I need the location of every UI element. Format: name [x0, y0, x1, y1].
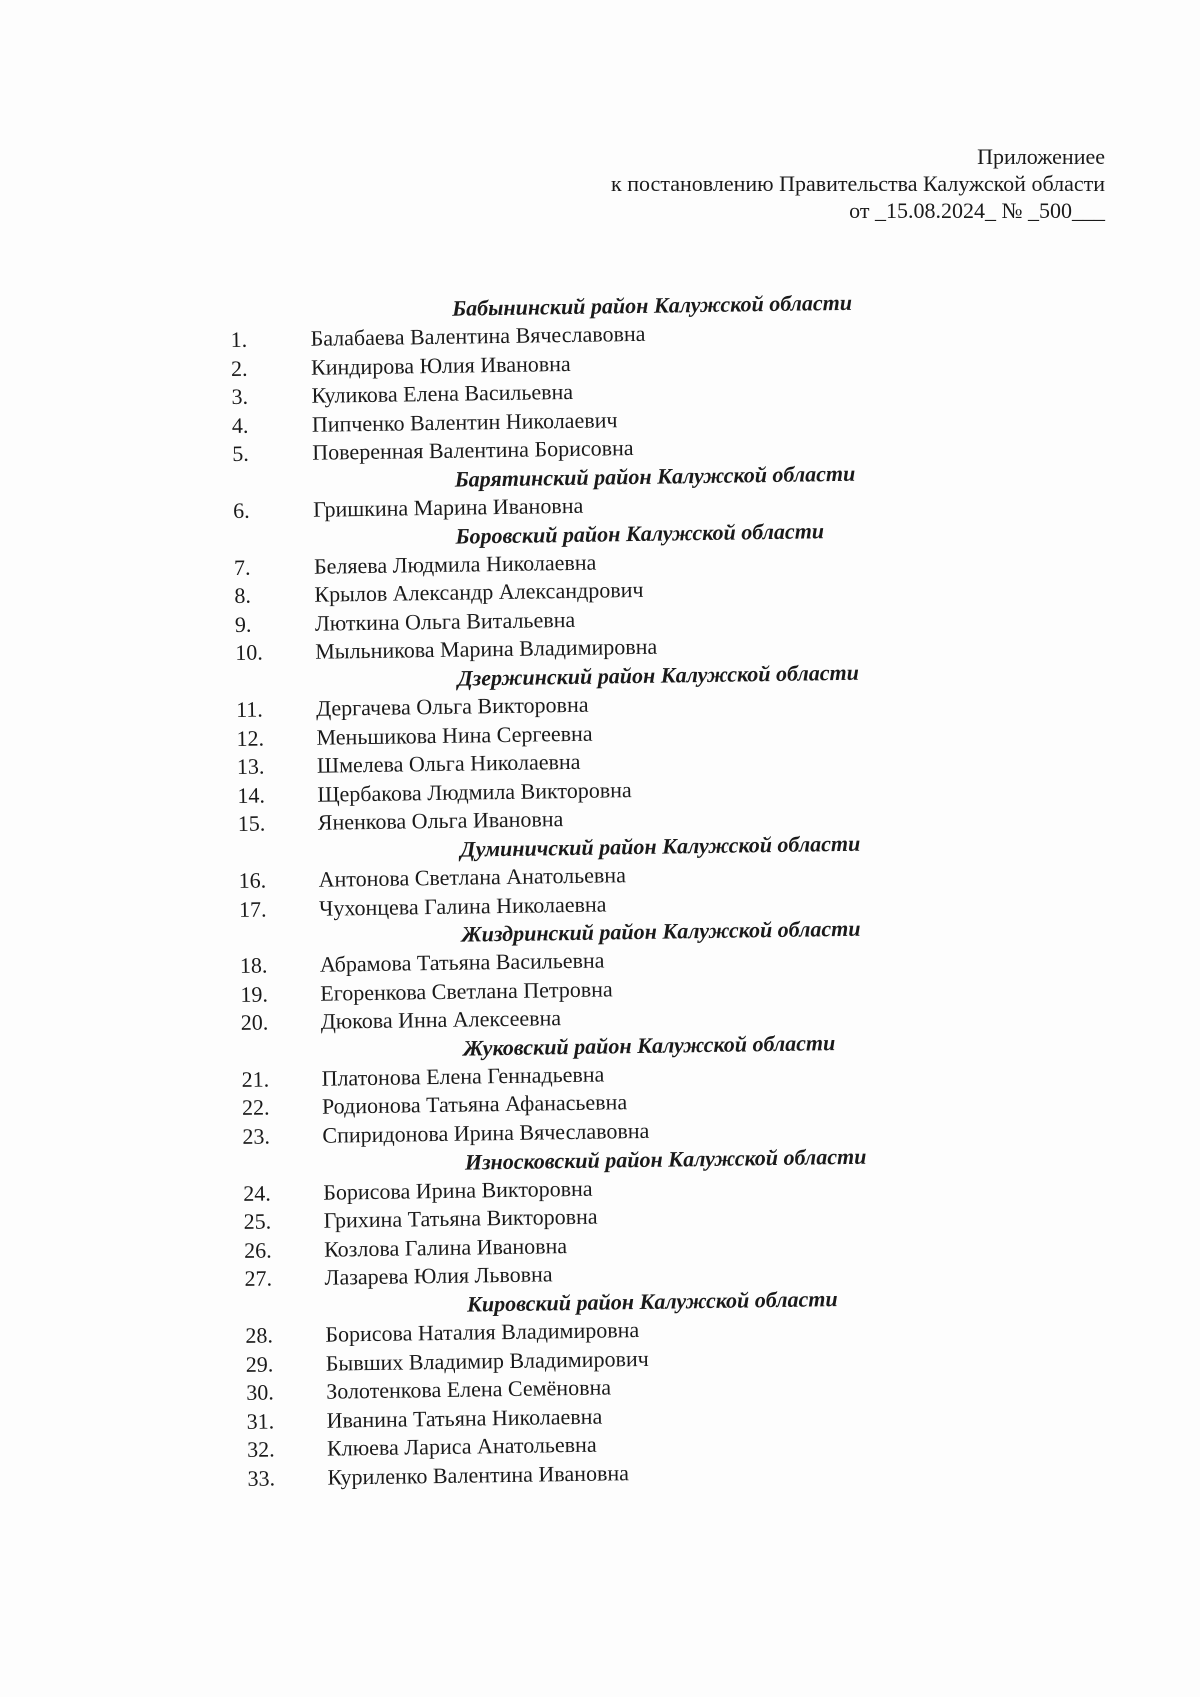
item-number: 21.	[241, 1066, 270, 1092]
item-number: 10.	[235, 639, 263, 666]
person-name: Абрамова Татьяна Васильевна	[319, 947, 605, 977]
document-header	[611, 143, 1105, 224]
person-name: Щербакова Людмила Викторовна	[317, 776, 632, 807]
person-name: Дергачева Ольга Викторовна	[315, 691, 589, 721]
item-number: 5.	[232, 441, 249, 467]
item-number: 7.	[233, 554, 251, 580]
item-number: 12.	[236, 725, 265, 751]
item-number: 13.	[236, 753, 265, 780]
item-number: 1.	[230, 326, 248, 352]
person-name: Бывших Владимир Владимирович	[325, 1345, 649, 1376]
person-name: Козлова Галина Ивановна	[323, 1232, 568, 1262]
person-name: Яненкова Ольга Ивановна	[317, 806, 564, 836]
person-name: Киндирова Юлия Ивановна	[310, 350, 571, 380]
person-name: Спиридонова Ирина Вячеславовна	[322, 1117, 650, 1148]
person-name: Беляева Людмила Николаевна	[313, 549, 597, 579]
resolution-date-number: от _15.08.2024_ № _500___	[849, 198, 1105, 223]
person-name: Поверенная Валентина Борисовна	[312, 435, 634, 466]
person-name: Лазарева Юлия Львовна	[324, 1261, 553, 1291]
item-number: 11.	[235, 696, 263, 722]
resolution-reference: к постановлению Правительства Калужской области	[611, 171, 1105, 196]
district-heading: Жиздринский район Калужской области	[461, 915, 861, 947]
item-number: 3.	[231, 383, 249, 410]
person-name: Чухонцева Галина Николаевна	[318, 890, 607, 921]
district-heading: Износковский район Калужской области	[464, 1143, 867, 1175]
item-number: 18.	[239, 952, 268, 979]
person-name: Родионова Татьяна Афанасьевна	[321, 1089, 628, 1120]
item-number: 24.	[243, 1180, 271, 1206]
person-name: Дюкова Инна Алексеевна	[320, 1005, 562, 1035]
item-number: 29.	[245, 1351, 274, 1377]
person-name: Иванина Татьяна Николаевна	[326, 1403, 603, 1433]
item-number: 27.	[244, 1265, 273, 1292]
person-name: Клюева Лариса Анатольевна	[326, 1432, 597, 1462]
person-name: Шмелева Ольга Николаевна	[316, 748, 581, 778]
item-number: 19.	[240, 981, 269, 1007]
district-heading: Думиничский район Калужской области	[460, 830, 861, 862]
item-number: 22.	[241, 1094, 270, 1121]
item-number: 20.	[240, 1009, 269, 1036]
item-number: 33.	[247, 1465, 276, 1491]
item-number: 8.	[234, 582, 252, 609]
district-heading: Дзержинский район Калужской области	[457, 659, 860, 691]
person-name: Крылов Александр Александрович	[314, 577, 644, 607]
item-number: 14.	[237, 782, 266, 808]
item-number: 32.	[246, 1436, 275, 1463]
item-number: 16.	[238, 867, 267, 893]
person-name: Антонова Светлана Анатольевна	[318, 862, 627, 892]
person-name: Золотенкова Елена Семёновна	[326, 1374, 612, 1404]
person-name: Куликова Елена Васильевна	[311, 379, 574, 408]
item-number: 26.	[243, 1237, 272, 1263]
person-name: Люткина Ольга Витальевна	[314, 606, 576, 636]
district-heading: Боровский район Калужской области	[455, 517, 825, 549]
person-name: Егоренкова Светлана Петровна	[320, 976, 613, 1006]
person-name: Мыльникова Марина Владимировна	[315, 634, 658, 665]
item-number: 30.	[246, 1379, 274, 1406]
person-name: Гришкина Марина Ивановна	[312, 492, 584, 522]
district-heading: Кировский район Калужской области	[466, 1286, 838, 1317]
item-number: 2.	[230, 355, 248, 381]
person-name: Балабаева Валентина Вячеславовна	[310, 320, 646, 351]
person-name: Куриленко Валентина Ивановна	[327, 1460, 630, 1490]
person-name: Борисова Ирина Викторовна	[323, 1175, 593, 1205]
item-number: 4.	[231, 412, 249, 438]
district-heading: Бабынинский район Калужской области	[451, 289, 853, 321]
person-name: Борисова Наталия Владимировна	[325, 1317, 640, 1347]
item-number: 15.	[237, 810, 266, 837]
item-number: 28.	[245, 1322, 274, 1348]
item-number: 17.	[238, 896, 267, 922]
district-heading: Барятинский район Калужской области	[454, 460, 856, 492]
item-number: 6.	[232, 497, 250, 523]
recipients-list	[230, 287, 1018, 1494]
district-heading: Жуковский район Калужской области	[462, 1029, 836, 1061]
person-name: Грихина Татьяна Викторовна	[323, 1203, 598, 1233]
appendix-label: Приложениее	[977, 144, 1105, 169]
person-name: Пипченко Валентин Николаевич	[311, 407, 618, 437]
item-number: 9.	[234, 611, 252, 637]
item-number: 31.	[246, 1408, 275, 1434]
person-name: Платонова Елена Геннадьевна	[321, 1061, 605, 1091]
person-name: Меньшикова Нина Сергеевна	[316, 720, 593, 750]
item-number: 23.	[242, 1123, 271, 1149]
item-number: 25.	[243, 1208, 272, 1235]
